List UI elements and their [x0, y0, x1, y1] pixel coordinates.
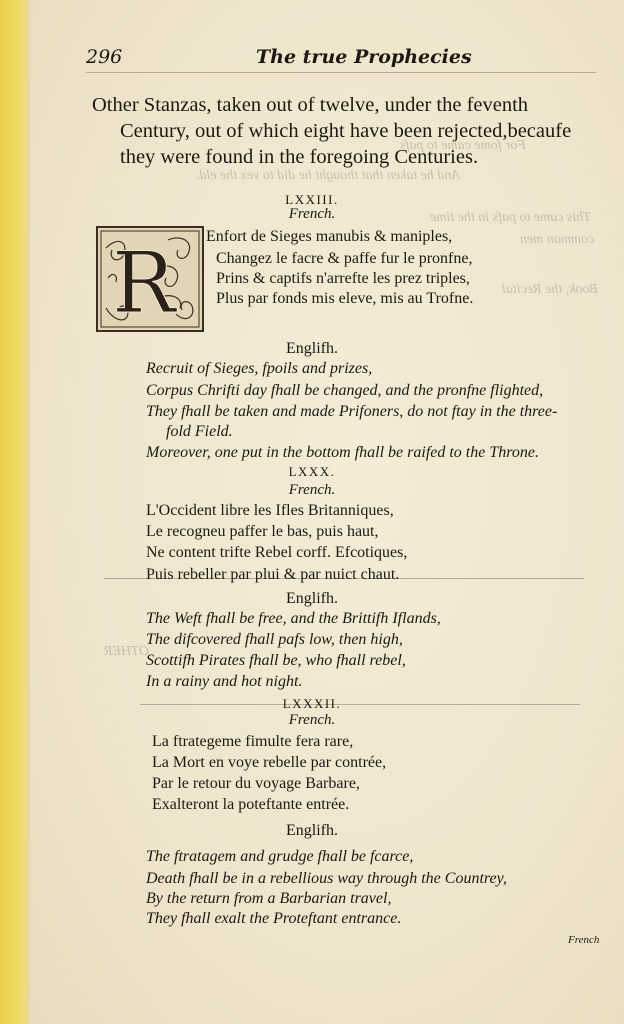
- french-label: French.: [288, 712, 336, 728]
- verse-line: They fhall exalt the Proteftant entrance.: [146, 910, 402, 927]
- verse-line: fold Field.: [166, 423, 233, 440]
- page-header: [86, 44, 596, 70]
- verse-line: Par le retour du voyage Barbare,: [152, 775, 360, 792]
- english-label: Englifh.: [286, 590, 338, 607]
- bleed-through-text: Book, the Recital: [502, 282, 599, 297]
- verse-line: L'Occident libre les Ifles Britanniques,: [146, 502, 394, 519]
- verse-line: They fhall be taken and made Prifoners, do not ftay in the three-: [146, 403, 558, 420]
- french-label: French.: [288, 482, 336, 498]
- verse-line: Exalteront la poteftante entrée.: [152, 796, 350, 813]
- bleed-through-text: common men: [520, 232, 595, 247]
- heading-line: they were found in the foregoing Centuries.: [120, 146, 479, 168]
- french-label: French.: [288, 206, 336, 222]
- verse-line: Recruit of Sieges, fpoils and prizes,: [146, 360, 373, 377]
- verse-line: Changez le facre & paffe fur le pronfne,: [216, 250, 473, 267]
- drop-cap-letter: R: [112, 234, 176, 330]
- catchword: French: [568, 934, 600, 946]
- stanza-number: LXXX.: [288, 464, 336, 479]
- verse-line: La ftrategeme fimulte fera rare,: [152, 733, 354, 750]
- bleed-through-text: This came to pafs in the time: [430, 210, 591, 225]
- verse-line: La Mort en voye rebelle par contrée,: [152, 754, 387, 771]
- verse-line: Plus par fonds mis eleve, mis au Trofne.: [216, 290, 474, 307]
- verse-line: Moreover, one put in the bottom fhall be raifed to the Throne.: [146, 444, 539, 461]
- verse-line: Le recogneu paffer le bas, puis haut,: [146, 523, 379, 540]
- verse-line: In a rainy and hot night.: [146, 673, 303, 690]
- bleed-through-text: OTHER: [104, 644, 150, 659]
- verse-line: The ftratagem and grudge fhall be fcarce,: [146, 848, 414, 865]
- heading-line: Other Stanzas, taken out of twelve, under the feventh: [92, 94, 529, 116]
- verse-line: Death fhall be in a rebellious way through the Countrey,: [146, 870, 507, 887]
- verse-line: Prins & captifs n'arrefte les prez triples,: [216, 270, 470, 287]
- stanza-number: LXXIII.: [285, 192, 339, 207]
- verse-line: By the return from a Barbarian travel,: [146, 890, 392, 907]
- verse-line: Scottifh Pirates fhall be, who fhall rebel,: [146, 652, 406, 669]
- stanza-number: LXXXII.: [282, 696, 342, 711]
- bleed-through-text: And he taken that thought he did to vex the eld.: [196, 168, 460, 183]
- bleed-through-text: For fome came to pafs: [400, 138, 526, 153]
- heading-line: Century, out of which eight have been rejected,becaufe: [120, 120, 572, 142]
- section-heading: [92, 92, 612, 170]
- drop-cap-ornament: [96, 226, 204, 332]
- english-label: Englifh.: [286, 822, 338, 839]
- verse-line: Puis rebeller par plui & par nuict chaut.: [146, 566, 400, 583]
- verse-line: Enfort de Sieges manubis & maniples,: [206, 228, 453, 245]
- verse-line: The Weft fhall be free, and the Brittifh Iflands,: [146, 610, 441, 627]
- page-number: 296: [86, 46, 123, 68]
- verse-line: Corpus Chrifti day fhall be changed, and the pronfne flighted,: [146, 382, 544, 399]
- verse-line: The difcovered fhall pafs low, then high,: [146, 631, 403, 648]
- page-edge: [0, 0, 30, 1024]
- running-title: The true Prophecies: [256, 46, 472, 68]
- verse-line: Ne content trifte Rebel corff. Efcotiques,: [146, 544, 408, 561]
- header-rule: [86, 72, 596, 73]
- english-label: Englifh.: [286, 340, 338, 357]
